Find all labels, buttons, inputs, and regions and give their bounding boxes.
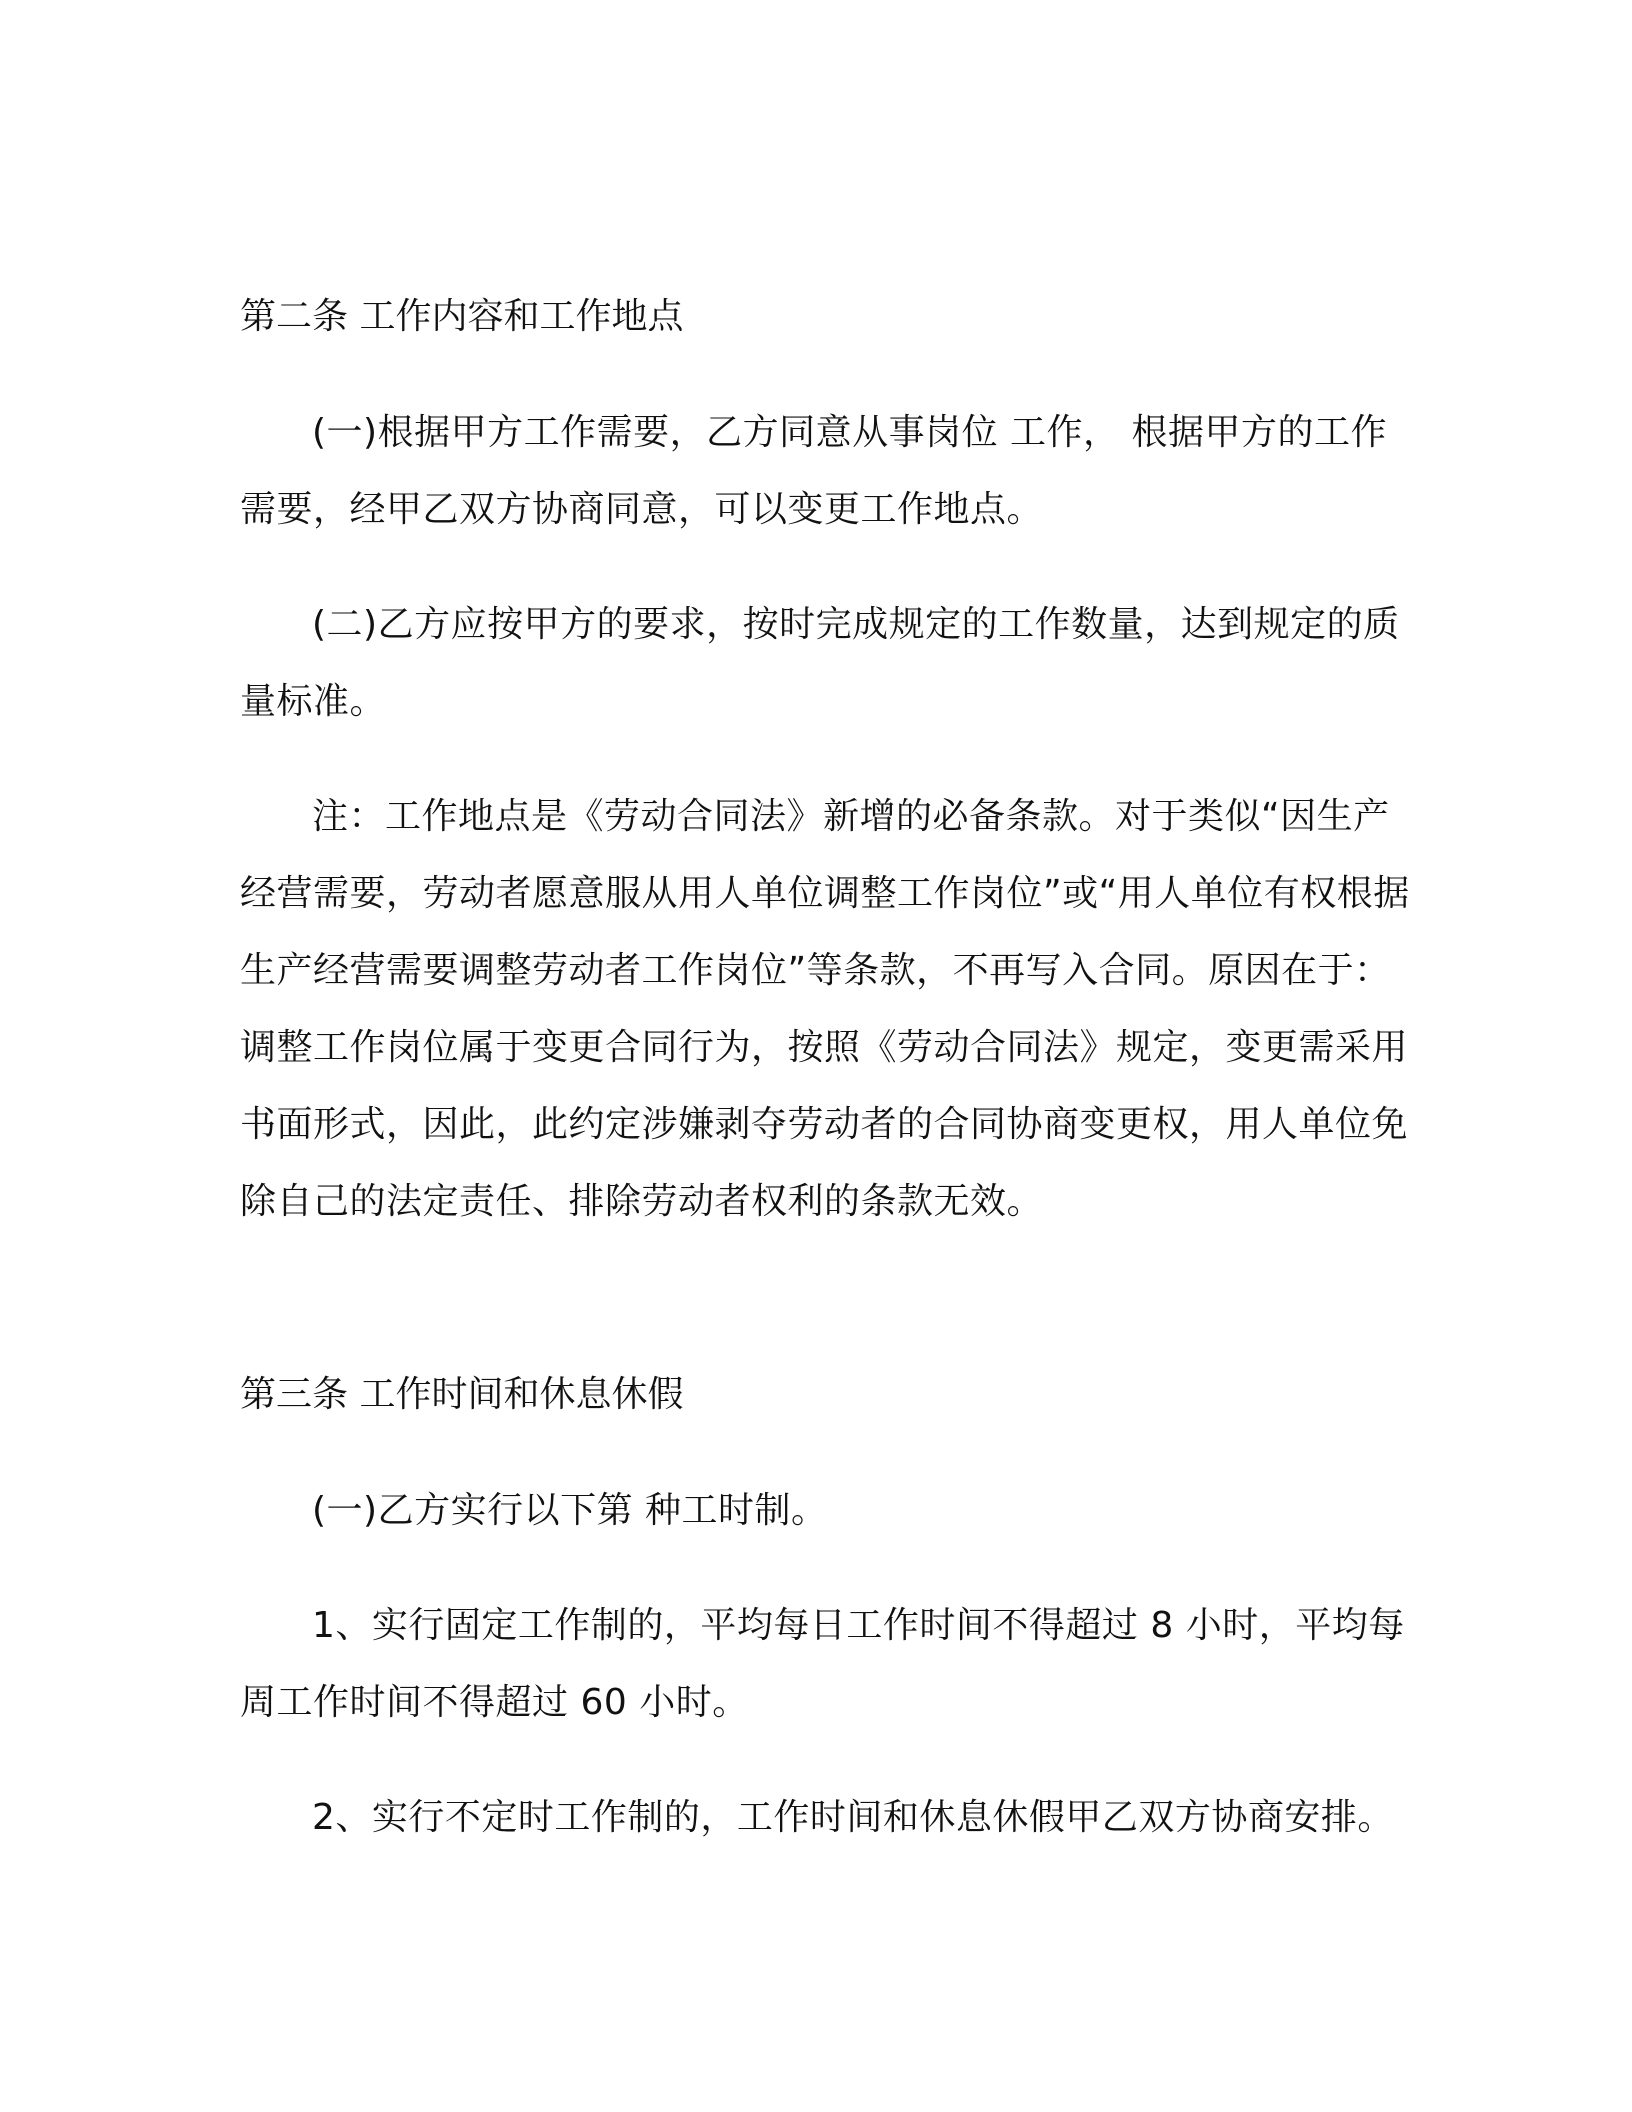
document-body bbox=[240, 292, 1410, 1856]
section-article-3 bbox=[240, 1370, 1410, 1856]
paragraph: (一)根据甲方工作需要，乙方同意从事岗位 工作， 根据甲方的工作需要，经甲乙双方协商同意，可以变更工作地点。 bbox=[240, 412, 1387, 530]
paragraph: (一)乙方实行以下第 种工时制。 bbox=[312, 1490, 828, 1531]
note-paragraph: 注：工作地点是《劳动合同法》新增的必备条款。对于类似“因生产经营需要，劳动者愿意服从用人单位调整工作岗位”或“用人单位有权根据生产经营需要调整劳动者工作岗位”等条款，不再写入合同。原因在于：调整工作岗位属于变更合同行为，按照《劳动合同法》规定，变更需采用书面形式，因此，此约定涉嫌剥夺劳动者的合同协商变更权，用人单位免除自己的法定责任、排除劳动者权利的条款无效。 bbox=[240, 796, 1410, 1222]
paragraph: 2、实行不定时工作制的，工作时间和休息休假甲乙双方协商安排。 bbox=[312, 1797, 1394, 1838]
section-heading: 第二条 工作内容和工作地点 bbox=[240, 296, 684, 337]
section-heading: 第三条 工作时间和休息休假 bbox=[240, 1374, 684, 1415]
paragraph: 1、实行固定工作制的，平均每日工作时间不得超过 8 小时，平均每周工作时间不得超过 60 小时。 bbox=[240, 1605, 1405, 1723]
section-article-2 bbox=[240, 292, 1410, 1240]
paragraph: (二)乙方应按甲方的要求，按时完成规定的工作数量，达到规定的质量标准。 bbox=[240, 604, 1400, 722]
